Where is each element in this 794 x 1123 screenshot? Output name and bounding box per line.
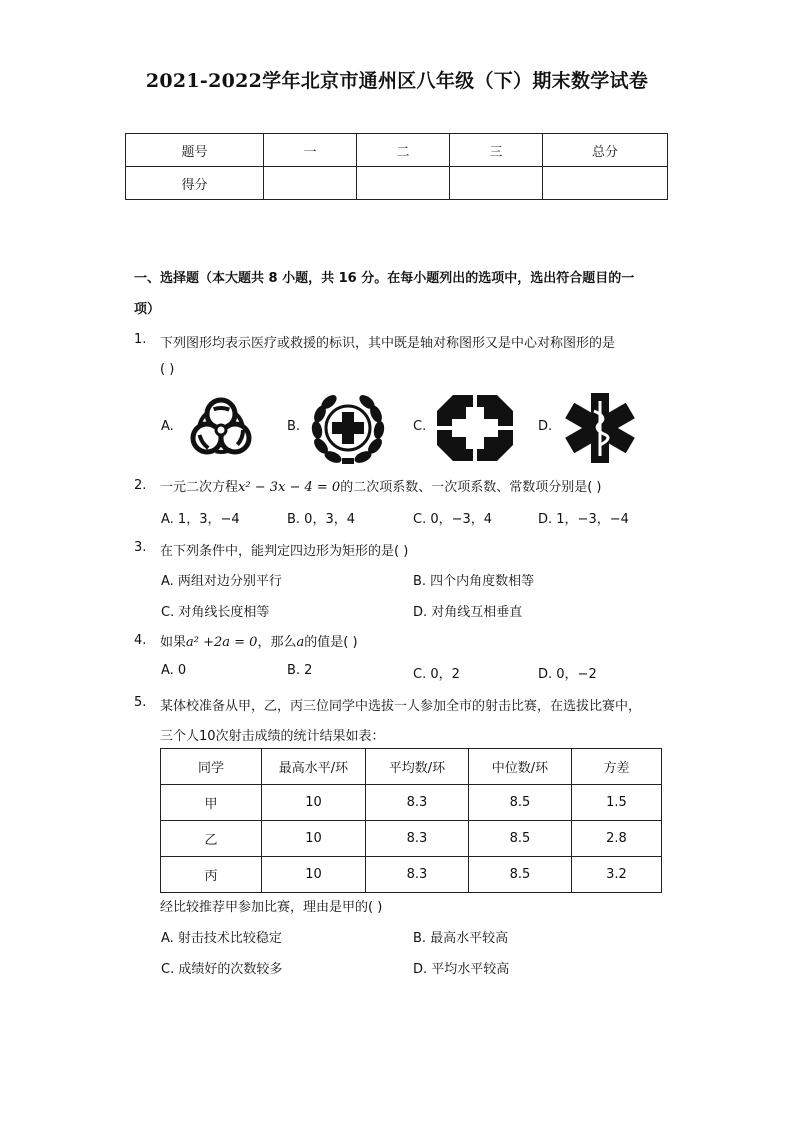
option-d: D. 对角线互相垂直 bbox=[413, 605, 523, 620]
question-text: 在下列条件中，能判定四边形为矩形的是( ) bbox=[160, 544, 409, 559]
page-title: 2021-2022学年北京市通州区八年级（下）期末数学试卷 bbox=[145, 70, 649, 92]
table-cell: 8.3 bbox=[366, 785, 469, 821]
score-cell bbox=[450, 167, 543, 200]
option-b: B. 2 bbox=[287, 663, 313, 678]
star-of-life-icon bbox=[561, 391, 639, 465]
option-label-a: A. bbox=[161, 419, 174, 434]
option-d: D. 平均水平较高 bbox=[413, 962, 510, 977]
score-table bbox=[125, 133, 668, 200]
table-cell: 丙 bbox=[161, 857, 262, 893]
option-b: B. 0，3，4 bbox=[287, 512, 355, 527]
section-heading: 一、选择题（本大题共 8 小题，共 16 分。在每小题列出的选项中，选出符合题目的一 bbox=[134, 271, 635, 286]
table-cell: 8.3 bbox=[366, 857, 469, 893]
red-cross-wreath-icon bbox=[309, 390, 387, 466]
score-cell bbox=[264, 167, 357, 200]
stats-header-cell: 方差 bbox=[572, 749, 662, 785]
option-b: B. 最高水平较高 bbox=[413, 931, 509, 946]
score-header-cell: 一 bbox=[264, 134, 357, 167]
score-cell bbox=[357, 167, 450, 200]
question-text-post: 的值是( ) bbox=[304, 635, 358, 650]
table-cell: 8.5 bbox=[469, 821, 572, 857]
option-label-b: B. bbox=[287, 419, 301, 434]
table-row bbox=[161, 857, 662, 893]
question-number: 3. bbox=[134, 540, 147, 555]
question-text: 下列图形均表示医疗或救援的标识，其中既是轴对称图形又是中心对称图形的是 bbox=[160, 336, 616, 351]
score-header-cell: 二 bbox=[357, 134, 450, 167]
table-cell: 3.2 bbox=[572, 857, 662, 893]
question-number: 2. bbox=[134, 478, 147, 493]
question-text bbox=[160, 476, 601, 495]
table-cell: 8.5 bbox=[469, 785, 572, 821]
table-cell: 2.8 bbox=[572, 821, 662, 857]
variable: a bbox=[296, 635, 305, 650]
score-header-cell: 题号 bbox=[126, 134, 264, 167]
question-text-mid: ，那么 bbox=[257, 635, 297, 650]
table-cell: 10 bbox=[262, 857, 366, 893]
score-cell bbox=[543, 167, 668, 200]
answer-paren: ( ) bbox=[160, 362, 175, 377]
question-text-cont: 三个人10次射击成绩的统计结果如表： bbox=[160, 729, 385, 744]
question-text-pre: 一元二次方程 bbox=[160, 480, 239, 495]
question-number: 1. bbox=[134, 332, 147, 347]
option-a: A. 0 bbox=[161, 663, 187, 678]
question-number: 4. bbox=[134, 633, 147, 648]
equation: x² − 3x − 4 = 0 bbox=[238, 480, 341, 495]
question-text-post: 的二次项系数、一次项系数、常数项分别是( ) bbox=[340, 480, 602, 495]
stats-header-cell: 中位数/环 bbox=[469, 749, 572, 785]
option-c: C. 0，2 bbox=[413, 667, 460, 682]
option-a: A. 1，3，−4 bbox=[161, 512, 240, 527]
table-cell: 乙 bbox=[161, 821, 262, 857]
table-cell: 1.5 bbox=[572, 785, 662, 821]
option-b: B. 四个内角度数相等 bbox=[413, 574, 535, 589]
table-cell: 10 bbox=[262, 821, 366, 857]
option-c: C. 成绩好的次数较多 bbox=[161, 962, 283, 977]
option-c: C. 0，−3，4 bbox=[413, 512, 493, 527]
stats-table bbox=[160, 748, 662, 893]
table-cell: 8.5 bbox=[469, 857, 572, 893]
option-d: D. 1，−3，−4 bbox=[538, 512, 629, 527]
table-row bbox=[161, 821, 662, 857]
score-row-label: 得分 bbox=[126, 167, 264, 200]
question-number: 5. bbox=[134, 695, 147, 710]
table-row bbox=[161, 785, 662, 821]
stats-header-row bbox=[161, 749, 662, 785]
question-text-after: 经比较推荐甲参加比赛，理由是甲的( ) bbox=[160, 900, 383, 915]
option-c: C. 对角线长度相等 bbox=[161, 605, 270, 620]
question-text-pre: 如果 bbox=[160, 635, 187, 650]
question-text: 某体校准备从甲，乙，丙三位同学中选拔一人参加全市的射击比赛，在选拔比赛中， bbox=[160, 699, 642, 714]
equation: a² +2a = 0 bbox=[186, 635, 258, 650]
score-header-cell: 总分 bbox=[543, 134, 668, 167]
option-label-c: C. bbox=[413, 419, 427, 434]
option-d: D. 0，−2 bbox=[538, 667, 597, 682]
table-cell: 甲 bbox=[161, 785, 262, 821]
option-a: A. 两组对边分别平行 bbox=[161, 574, 282, 589]
table-cell: 8.3 bbox=[366, 821, 469, 857]
section-heading-cont: 项） bbox=[134, 302, 161, 317]
score-header-cell: 三 bbox=[450, 134, 543, 167]
question-text bbox=[160, 631, 358, 650]
stats-header-cell: 平均数/环 bbox=[366, 749, 469, 785]
biohazard-icon bbox=[183, 392, 259, 464]
stats-header-cell: 同学 bbox=[161, 749, 262, 785]
score-table-row bbox=[126, 167, 668, 200]
option-a: A. 射击技术比较稳定 bbox=[161, 931, 282, 946]
score-table-header-row bbox=[126, 134, 668, 167]
stats-header-cell: 最高水平/环 bbox=[262, 749, 366, 785]
table-cell: 10 bbox=[262, 785, 366, 821]
option-label-d: D. bbox=[538, 419, 553, 434]
hospital-cross-icon bbox=[435, 393, 515, 463]
